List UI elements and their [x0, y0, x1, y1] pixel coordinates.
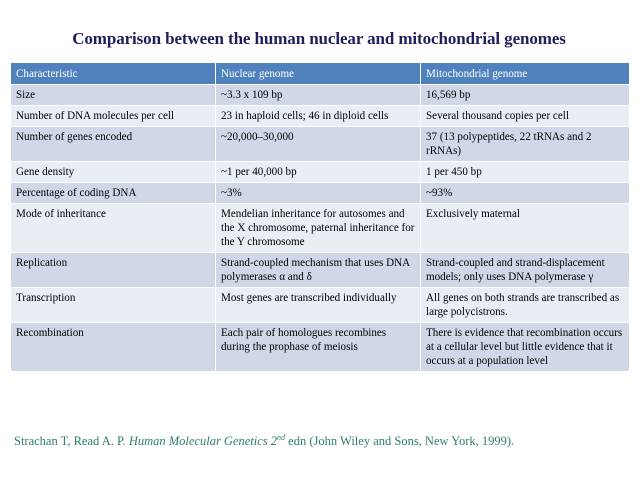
table-cell: Number of DNA molecules per cell [11, 106, 216, 127]
table-cell: ~3% [216, 183, 421, 204]
table-cell: Strand-coupled mechanism that uses DNA polymerases α and δ [216, 253, 421, 288]
citation-edition-suffix: nd [277, 433, 286, 442]
citation [14, 433, 514, 449]
table-cell: 16,569 bp [421, 85, 630, 106]
table-cell: Strand-coupled and strand-displacement models; only uses DNA polymerase γ [421, 253, 630, 288]
table-cell: Percentage of coding DNA [11, 183, 216, 204]
table-cell: Size [11, 85, 216, 106]
column-header-characteristic: Characteristic [11, 63, 216, 85]
table-cell: Replication [11, 253, 216, 288]
table-cell: Each pair of homologues recombines during the prophase of meiosis [216, 323, 421, 372]
table-cell: 1 per 450 bp [421, 162, 630, 183]
table-row [11, 323, 630, 372]
table-row [11, 183, 630, 204]
table-cell: Transcription [11, 288, 216, 323]
table-cell: 23 in haploid cells; 46 in diploid cells [216, 106, 421, 127]
table-cell: ~1 per 40,000 bp [216, 162, 421, 183]
table-row [11, 85, 630, 106]
table-header-row [11, 63, 630, 85]
table-cell: ~3.3 x 109 bp [216, 85, 421, 106]
table-cell: ~20,000–30,000 [216, 127, 421, 162]
citation-authors: Strachan T, Read A. P. [14, 434, 129, 449]
table-cell: Most genes are transcribed individually [216, 288, 421, 323]
table-cell: Mendelian inheritance for autosomes and the X chromosome, paternal inheritance for the Y chromosome [216, 204, 421, 253]
table-cell: All genes on both strands are transcribed as large polycistrons. [421, 288, 630, 323]
page-title: Comparison between the human nuclear and mitochondrial genomes [72, 29, 566, 48]
column-header-mitochondrial: Mitochondrial genome [421, 63, 630, 85]
table-row [11, 106, 630, 127]
table-cell: There is evidence that recombination occurs at a cellular level but little evidence that it occurs at a population level [421, 323, 630, 372]
table-cell: Gene density [11, 162, 216, 183]
table-row [11, 288, 630, 323]
citation-book-name: Human Molecular Genetics 2 [128, 434, 278, 449]
table-cell: Recombination [11, 323, 216, 372]
table-cell: Mode of inheritance [11, 204, 216, 253]
table-row [11, 162, 630, 183]
table-row [11, 127, 630, 162]
table-row [11, 204, 630, 253]
genome-comparison-table [10, 62, 630, 372]
citation-publisher: edn (John Wiley and Sons, New York, 1999). [285, 434, 515, 449]
citation-book-title [129, 434, 285, 448]
table-cell: 37 (13 polypeptides, 22 tRNAs and 2 rRNAs) [421, 127, 630, 162]
table-cell: Several thousand copies per cell [421, 106, 630, 127]
table-row [11, 253, 630, 288]
table-cell: ~93% [421, 183, 630, 204]
column-header-nuclear: Nuclear genome [216, 63, 421, 85]
table-cell: Number of genes encoded [11, 127, 216, 162]
table-cell: Exclusively maternal [421, 204, 630, 253]
